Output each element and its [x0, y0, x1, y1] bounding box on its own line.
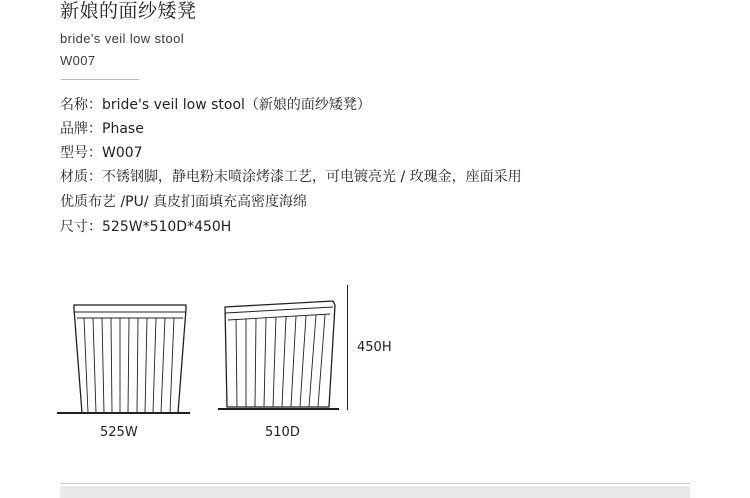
footer-bar	[60, 486, 690, 498]
side-view-drawing	[215, 295, 345, 422]
dimension-height-label: 450H	[357, 340, 392, 355]
title-divider	[61, 79, 139, 80]
spec-material: 材质：不锈钢脚，静电粉末喷涂烤漆工艺，可电镀亮光 / 玫瑰金，座面采用优质布艺 /PU/ 真皮扪面填充高密度海绵	[60, 169, 522, 210]
spec-model: 型号：W007	[60, 145, 143, 161]
spec-name: 名称：bride's veil low stool（新娘的面纱矮凳）	[60, 97, 371, 113]
page-title-model: W007	[60, 53, 96, 68]
height-dimension-line	[347, 285, 348, 410]
footer-divider	[60, 483, 690, 484]
front-view-baseline	[57, 412, 190, 414]
technical-drawing-area	[0, 270, 750, 450]
spec-dimensions: 尺寸：525W*510D*450H	[60, 219, 232, 235]
spec-brand: 品牌：Phase	[60, 121, 144, 137]
front-view-drawing	[60, 295, 200, 425]
page-title-english: bride's veil low stool	[60, 31, 184, 46]
dimension-depth-label: 510D	[265, 425, 300, 440]
page-title-chinese: 新娘的面纱矮凳	[60, 0, 197, 22]
side-view-baseline	[218, 408, 339, 410]
dimension-width-label: 525W	[100, 425, 138, 440]
